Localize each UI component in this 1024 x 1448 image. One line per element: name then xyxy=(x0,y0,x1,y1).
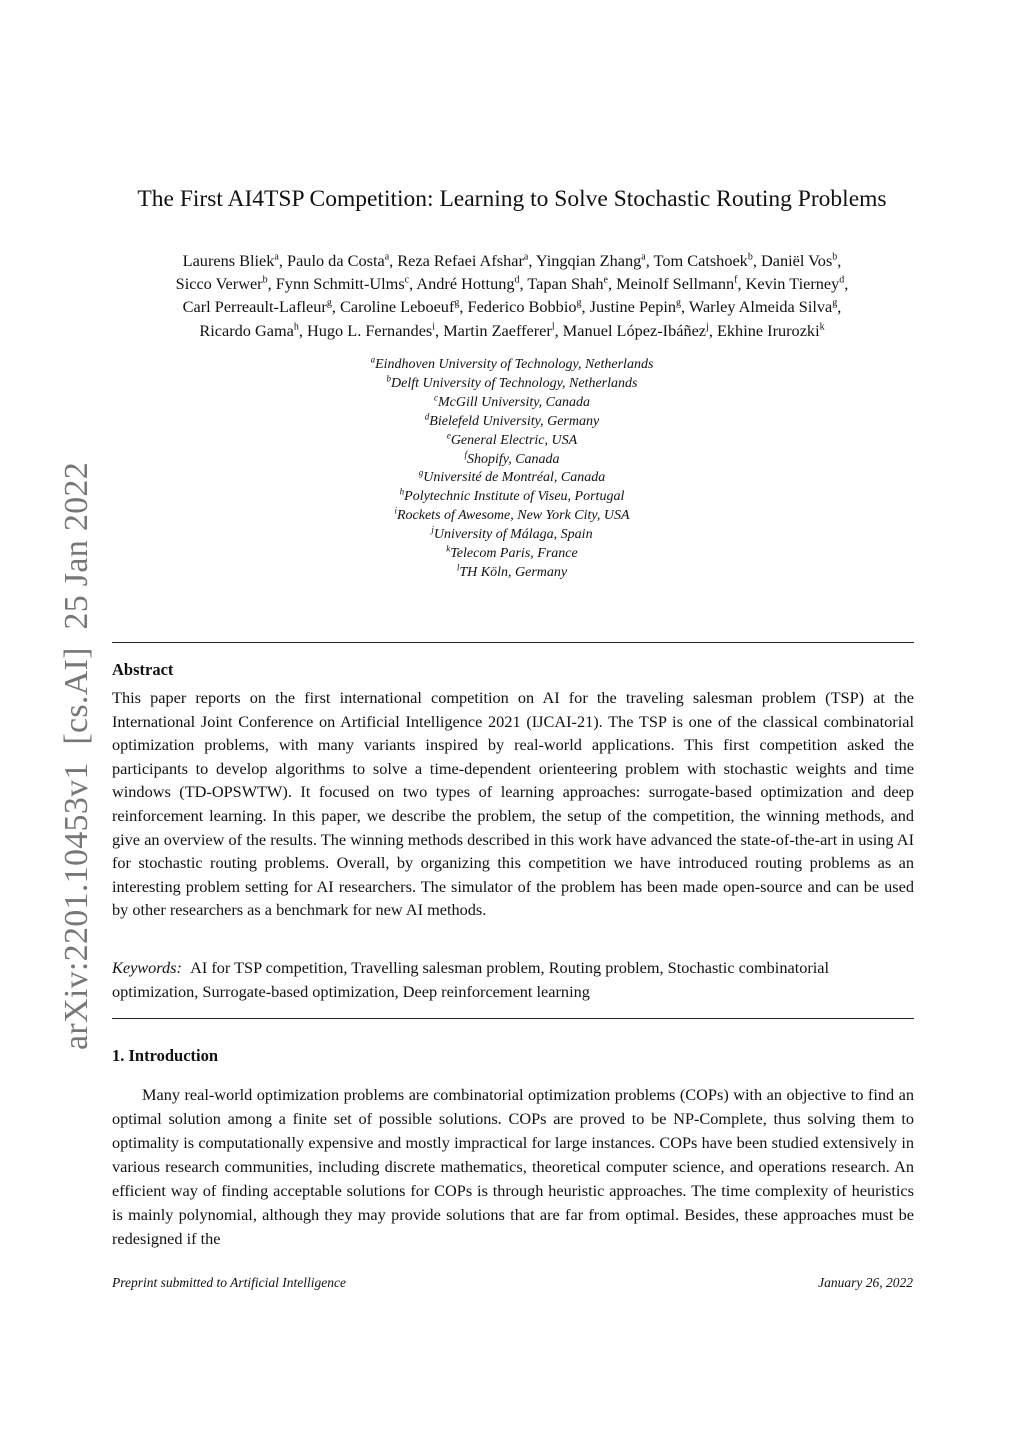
author-affiliation-mark: b xyxy=(747,251,753,263)
author-name: Kevin Tierney xyxy=(745,274,840,294)
affiliation xyxy=(0,356,1024,375)
affiliation-mark: i xyxy=(394,505,397,516)
author-affiliation-mark: a xyxy=(523,251,529,263)
affiliation xyxy=(0,429,1024,451)
author xyxy=(307,321,435,340)
author-affiliation-mark: a xyxy=(274,251,279,263)
affiliation xyxy=(0,545,1024,564)
author-name: Justine Pepin xyxy=(589,297,677,317)
author-affiliation-mark: f xyxy=(734,274,738,286)
introduction-text: Many real-world optimization problems are combinatorial optimization problems (COPs) with an objective to find an optimal solution among a finite set of possible solutions. COPs are proved to be NP-Complete, thus solving them to optimality is computationally expensive and mostly impractical for large instances. COPs have been studied extensively in various research communities, including discrete mathematics, theoretical computer science, and operations research. An efficient way of finding acceptable solutions for COPs is through heuristic approaches. The time complexity of heuristics is mainly polynomial, although they may provide solutions that are far from optimal. Besides, these approaches must be redesigned if the xyxy=(112,1085,914,1248)
affiliation-text: Shopify, Canada xyxy=(466,451,560,467)
keywords xyxy=(112,956,914,1003)
author-list: Laurens Bliek$^a$, Paulo da Costa$^a$, Reza Refaei Afshar$^a$, Yingqian Zhang$^a$, Tom Catshoek$^b$, Daniël Vos$^b$, Sicco Verwer$^b$, Fynn Schmitt-Ulms$^c$, André Hottung$^d$, Tapan Shah$^e$, Meinolf Sellmann$^f$, Kevin Tierney$^d$, Carl Perreault-Lafleur$^g$, Caroline Leboeuf$^g$, Federico Bobbio$^g$, Justine Pepin$^g$, Warley Almeida Silva$^g$, Ricardo Gama$^h$, Hugo L. Fernandes$^i$, Martin Zaefferer$^l$, Manuel López-Ibáñez$^j$, Ekhine Irurozki$^k$ xyxy=(175,251,849,340)
affiliation-mark: b xyxy=(386,373,392,384)
author-affiliation-mark: g xyxy=(832,297,838,309)
author-name: Ekhine Irurozki xyxy=(716,320,820,340)
author xyxy=(199,321,298,340)
keywords-label: Keywords: xyxy=(112,958,182,977)
author-affiliation-mark: g xyxy=(576,297,582,309)
divider-top xyxy=(112,642,914,643)
author-name: Caroline Leboeuf xyxy=(340,297,455,317)
affiliation xyxy=(0,413,1024,432)
affiliation xyxy=(0,526,1024,545)
affiliation-mark: l xyxy=(456,562,460,573)
author xyxy=(183,251,279,270)
affiliation xyxy=(0,375,1024,394)
keywords-text: AI for TSP competition, Travelling salesman problem, Routing problem, Stochastic combinatorial optimization, Surrogate-based optimization, Deep reinforcement learning xyxy=(112,958,830,1001)
author xyxy=(276,274,409,293)
affiliation-text: Telecom Paris, France xyxy=(450,546,578,562)
author-name: Yingqian Zhang xyxy=(535,251,642,270)
author-affiliation-mark: k xyxy=(819,321,825,333)
affiliation xyxy=(0,507,1024,526)
affiliation-text: TH Köln, Germany xyxy=(459,564,568,580)
author-name: Warley Almeida Silva xyxy=(688,297,833,317)
author xyxy=(340,297,459,316)
author-name: Federico Bobbio xyxy=(467,297,577,317)
author xyxy=(654,251,753,270)
abstract-heading: Abstract xyxy=(112,660,174,679)
author-name: Carl Perreault-Lafleur xyxy=(182,297,327,317)
author xyxy=(590,297,681,316)
author-affiliation-mark: a xyxy=(384,251,390,263)
author-name: Paulo da Costa xyxy=(287,251,385,270)
author-name: Manuel López-Ibáñez xyxy=(562,320,707,340)
author-affiliation-mark: i xyxy=(432,321,436,333)
arxiv-stamp: arXiv:2201.10453v1 [cs.AI] 25 Jan 2022 xyxy=(58,461,95,1050)
affiliation-mark: e xyxy=(446,429,451,440)
affiliation-list xyxy=(0,356,1024,583)
affiliation-text: Bielefeld University, Germany xyxy=(429,413,600,429)
author xyxy=(746,274,845,293)
affiliation-mark: c xyxy=(433,392,438,403)
author xyxy=(761,251,837,270)
author-name: Ricardo Gama xyxy=(199,320,294,340)
author-name: Tom Catshoek xyxy=(653,251,748,270)
affiliation-text: Polytechnic Institute of Viseu, Portugal xyxy=(404,489,625,505)
author xyxy=(689,297,837,316)
abstract-text: This paper reports on the first international competition on AI for the traveling salesman problem (TSP) at the International Joint Conference on Artificial Intelligence 2021 (IJCAI-21). The TSP is one of the classical combinatorial optimization problems, with many variants inspired by real-world applications. This first competition asked the participants to develop algorithms to solve a time-dependent orienteering problem with stochastic weights and time windows (TD-OPSWTW). It focused on two types of learning approaches: surrogate-based optimization and deep reinforcement learning. In this paper, we describe the problem, the setup of the competition, the winning methods, and give an overview of the results. The winning methods described in this work have advanced the state-of-the-art in using AI for stochastic routing problems. Overall, by organizing this competition we have introduced routing problems as an interesting problem setting for AI researchers. The simulator of the problem has been made open-source and can be used by other researchers as a benchmark for new AI methods. xyxy=(112,688,914,920)
affiliation-text: Delft University of Technology, Netherlands xyxy=(391,375,638,391)
affiliation-mark: f xyxy=(464,448,467,459)
affiliation xyxy=(0,564,1024,583)
author-name: Tapan Shah xyxy=(527,274,604,294)
affiliation xyxy=(0,488,1024,507)
affiliation-text: University of Málaga, Spain xyxy=(433,527,593,543)
affiliation xyxy=(0,394,1024,413)
author-affiliation-mark: h xyxy=(293,321,299,333)
affiliation-text: Eindhoven University of Technology, Netherlands xyxy=(375,357,654,372)
author xyxy=(287,251,389,270)
author-name: Hugo L. Fernandes xyxy=(307,320,433,340)
author xyxy=(563,321,709,340)
author-name: Daniël Vos xyxy=(760,251,833,270)
author-affiliation-mark: g xyxy=(676,297,682,309)
author xyxy=(183,297,332,316)
author-affiliation-mark: e xyxy=(603,274,608,286)
author-affiliation-mark: l xyxy=(551,321,555,333)
author xyxy=(416,274,519,293)
author-affiliation-mark: c xyxy=(404,274,410,286)
author-name: Reza Refaei Afshar xyxy=(397,251,524,270)
author xyxy=(443,321,554,340)
author-name: Fynn Schmitt-Ulms xyxy=(275,274,405,294)
affiliation xyxy=(0,469,1024,488)
affiliation-mark: d xyxy=(424,411,430,422)
affiliation-text: Rockets of Awesome, New York City, USA xyxy=(396,508,630,524)
author-affiliation-mark: d xyxy=(514,274,520,286)
author xyxy=(397,251,528,270)
author-affiliation-mark: d xyxy=(839,274,845,286)
author-name: André Hottung xyxy=(416,274,515,294)
author-affiliation-mark: b xyxy=(832,251,838,263)
author-name: Sicco Verwer xyxy=(175,274,263,294)
affiliation-text: General Electric, USA xyxy=(450,432,578,448)
author-name: Martin Zaefferer xyxy=(443,320,552,340)
affiliation-mark: g xyxy=(418,467,424,478)
affiliation-text: McGill University, Canada xyxy=(437,394,591,410)
author xyxy=(616,274,737,293)
paper-title: The First AI4TSP Competition: Learning to Solve Stochastic Routing Problems xyxy=(137,186,887,212)
introduction-heading: 1. Introduction xyxy=(112,1046,219,1065)
author xyxy=(176,274,268,293)
affiliation-mark: k xyxy=(446,543,451,554)
author-name: Laurens Bliek xyxy=(182,251,275,270)
author xyxy=(468,297,582,316)
author xyxy=(527,274,608,293)
author-affiliation-mark: g xyxy=(454,297,460,309)
author xyxy=(536,251,646,270)
author-affiliation-mark: g xyxy=(326,297,332,309)
author-name: Meinolf Sellmann xyxy=(616,274,735,294)
affiliation-text: Université de Montréal, Canada xyxy=(423,470,606,486)
affiliation-mark: a xyxy=(370,354,376,365)
author-affiliation-mark: a xyxy=(641,251,646,263)
divider-bottom xyxy=(112,1018,914,1019)
author-affiliation-mark: b xyxy=(262,274,268,286)
affiliation xyxy=(0,448,1024,470)
author xyxy=(717,321,825,340)
author-affiliation-mark: j xyxy=(706,321,709,333)
footer-date: January 26, 2022 xyxy=(818,1275,913,1290)
footer-journal: Preprint submitted to Artificial Intelligence xyxy=(112,1275,346,1290)
affiliation-mark: j xyxy=(431,524,434,535)
affiliation-mark: h xyxy=(399,486,405,497)
